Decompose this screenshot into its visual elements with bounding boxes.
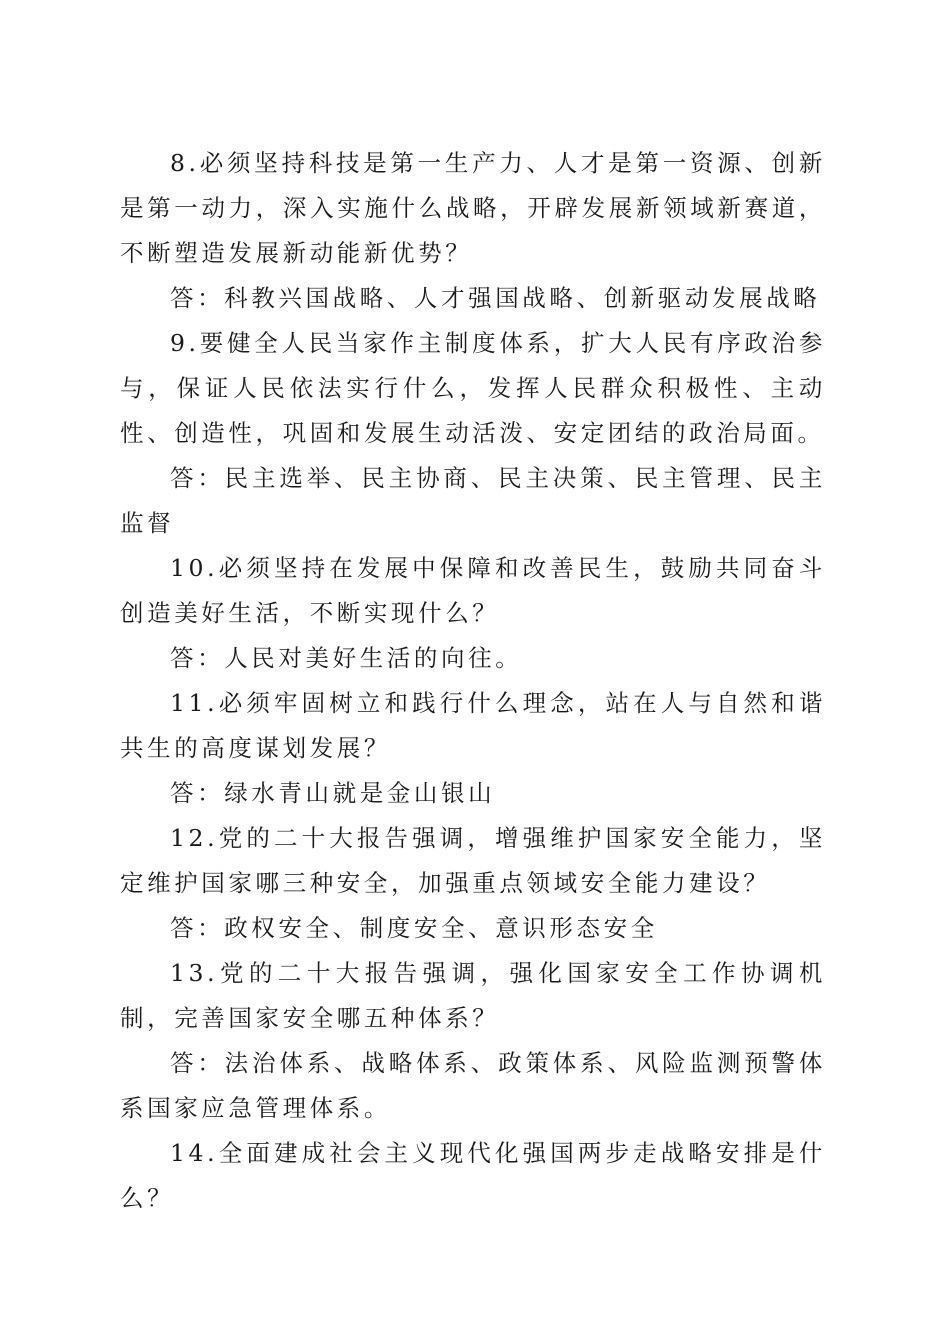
question-9: 9.要健全人民当家作主制度体系，扩大人民有序政治参与，保证人民依法实行什么，发挥人民群众积极性、主动性、创造性，巩固和发展生动活泼、安定团结的政治局面。: [120, 329, 826, 447]
question-10: 10.必须坚持在发展中保障和改善民生，鼓励共同奋斗创造美好生活，不断实现什么？: [120, 554, 826, 627]
answer-12: 答：政权安全、制度安全、意识形态安全: [170, 914, 658, 942]
document-page: [120, 141, 826, 1221]
question-11: 11.必须牢固树立和践行什么理念，站在人与自然和谐共生的高度谋划发展？: [120, 689, 826, 762]
question-8: 8.必须坚持科技是第一生产力、人才是第一资源、创新是第一动力，深入实施什么战略，开辟发展新领域新赛道，不断塑造发展新动能新优势？: [120, 149, 826, 267]
answer-9: 答：民主选举、民主协商、民主决策、民主管理、民主监督: [120, 464, 826, 537]
answer-8: 答：科教兴国战略、人才强国战略、创新驱动发展战略: [170, 284, 821, 312]
question-14: 14.全面建成社会主义现代化强国两步走战略安排是什么？: [120, 1139, 826, 1212]
answer-10: 答：人民对美好生活的向往。: [170, 644, 523, 672]
question-12: 12.党的二十大报告强调，增强维护国家安全能力，坚定维护国家哪三种安全，加强重点领域安全能力建设？: [120, 824, 826, 897]
answer-13: 答：法治体系、战略体系、政策体系、风险监测预警体系国家应急管理体系。: [120, 1049, 826, 1122]
question-13: 13.党的二十大报告强调，强化国家安全工作协调机制，完善国家安全哪五种体系？: [120, 959, 826, 1032]
answer-11: 答：绿水青山就是金山银山: [170, 779, 496, 807]
